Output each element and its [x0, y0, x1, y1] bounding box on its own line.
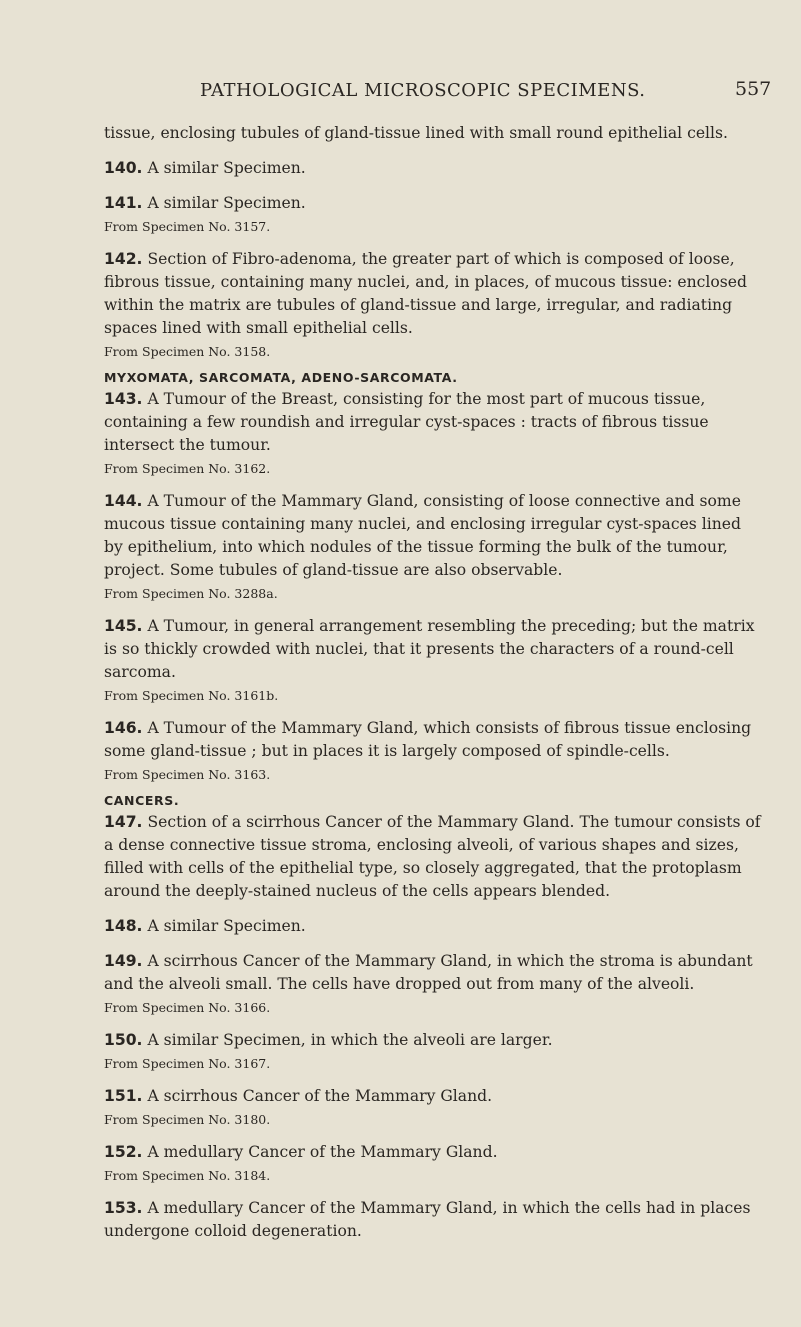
- entry-text: A scirrhous Cancer of the Mammary Gland, in which the stroma is abundant and the alveoli small. The cells have dropped out from many of the alveoli.: [104, 952, 753, 993]
- entry-146: [104, 717, 764, 763]
- page-body: [104, 122, 764, 1243]
- entry-text: A similar Specimen, in which the alveoli are larger.: [147, 1031, 553, 1049]
- page-number: 557: [735, 78, 772, 100]
- entry-148: [104, 915, 764, 938]
- entry-number: 141.: [104, 194, 143, 212]
- section-heading: CANCERS.: [104, 793, 180, 808]
- entry-source: From Specimen No. 3288a.: [104, 586, 278, 601]
- entry-number: 151.: [104, 1087, 143, 1105]
- entry-text: Section of Fibro-adenoma, the greater part of which is composed of loose, fibrous tissue, containing many nuclei, and, in places, of mucous tissue: enclosed within the matrix are tubules of gland-tissue and large, irregular, and radiating spaces lined with small epithelial cells.: [104, 250, 747, 337]
- entry-number: 142.: [104, 250, 143, 268]
- entry-number: 140.: [104, 159, 143, 177]
- entry-text: A Tumour, in general arrangement resembling the preceding; but the matrix is so thickly crowded with nuclei, that it presents the characters of a round-cell sarcoma.: [104, 617, 755, 681]
- entry-number: 150.: [104, 1031, 143, 1049]
- entry-150: [104, 1029, 764, 1052]
- entry-number: 146.: [104, 719, 143, 737]
- entry-text: A scirrhous Cancer of the Mammary Gland.: [147, 1087, 493, 1105]
- entry-text: A Tumour of the Mammary Gland, which consists of fibrous tissue enclosing some gland-tissue ; but in places it is largely composed of spindle-cells.: [104, 719, 752, 760]
- entry-number: 148.: [104, 917, 143, 935]
- entry-source: From Specimen No. 3167.: [104, 1056, 271, 1071]
- entry-number: 147.: [104, 813, 143, 831]
- entry-text: A similar Specimen.: [147, 194, 306, 212]
- entry-source: From Specimen No. 3184.: [104, 1168, 271, 1183]
- entry-147: [104, 811, 764, 903]
- continuation-text: tissue, enclosing tubules of gland-tissue lined with small round epithelial cells.: [104, 124, 728, 142]
- entry-145: [104, 615, 764, 684]
- entry-source: From Specimen No. 3166.: [104, 1000, 271, 1015]
- entry-152: [104, 1141, 764, 1164]
- entry-text: A similar Specimen.: [147, 159, 306, 177]
- entry-143: [104, 388, 764, 457]
- entry-151: [104, 1085, 764, 1108]
- entry-149: [104, 950, 764, 996]
- entry-144: [104, 490, 764, 582]
- entry-number: 145.: [104, 617, 143, 635]
- entry-text: A Tumour of the Mammary Gland, consisting of loose connective and some mucous tissue containing many nuclei, and enclosing irregular cyst-spaces lined by epithelium, into which nodules of the tissue forming the bulk of the tumour, project. Some tubules of gland-tissue are also observable.: [104, 492, 741, 579]
- entry-text: A medullary Cancer of the Mammary Gland, in which the cells had in places undergone colloid degeneration.: [104, 1199, 751, 1240]
- section-heading: MYXOMATA, SARCOMATA, ADENO-SARCOMATA.: [104, 370, 458, 385]
- entry-text: A similar Specimen.: [147, 917, 306, 935]
- entry-text: Section of a scirrhous Cancer of the Mammary Gland. The tumour consists of a dense connective tissue stroma, enclosing alveoli, of various shapes and sizes, filled with cells of the epithelial type, so closely aggregated, that the protoplasm around the deeply-stained nucleus of the cells appears blended.: [104, 813, 761, 900]
- entry-number: 153.: [104, 1199, 143, 1217]
- entry-153: [104, 1197, 764, 1243]
- entry-source: From Specimen No. 3163.: [104, 767, 271, 782]
- entry-number: 152.: [104, 1143, 143, 1161]
- entry-text: A medullary Cancer of the Mammary Gland.: [147, 1143, 498, 1161]
- entry-number: 149.: [104, 952, 143, 970]
- entry-number: 143.: [104, 390, 143, 408]
- entry-source: From Specimen No. 3161b.: [104, 688, 279, 703]
- entry-number: 144.: [104, 492, 143, 510]
- entry-text: A Tumour of the Breast, consisting for the most part of mucous tissue, containing a few roundish and irregular cyst-spaces : tracts of fibrous tissue intersect the tumour.: [104, 390, 709, 454]
- entry-source: From Specimen No. 3180.: [104, 1112, 271, 1127]
- entry-142: [104, 248, 764, 340]
- entry-source: From Specimen No. 3162.: [104, 461, 271, 476]
- running-head: PATHOLOGICAL MICROSCOPIC SPECIMENS.: [200, 80, 646, 101]
- entry-source: From Specimen No. 3157.: [104, 219, 271, 234]
- entry-140: [104, 157, 764, 180]
- entry-source: From Specimen No. 3158.: [104, 344, 271, 359]
- entry-141: [104, 192, 764, 215]
